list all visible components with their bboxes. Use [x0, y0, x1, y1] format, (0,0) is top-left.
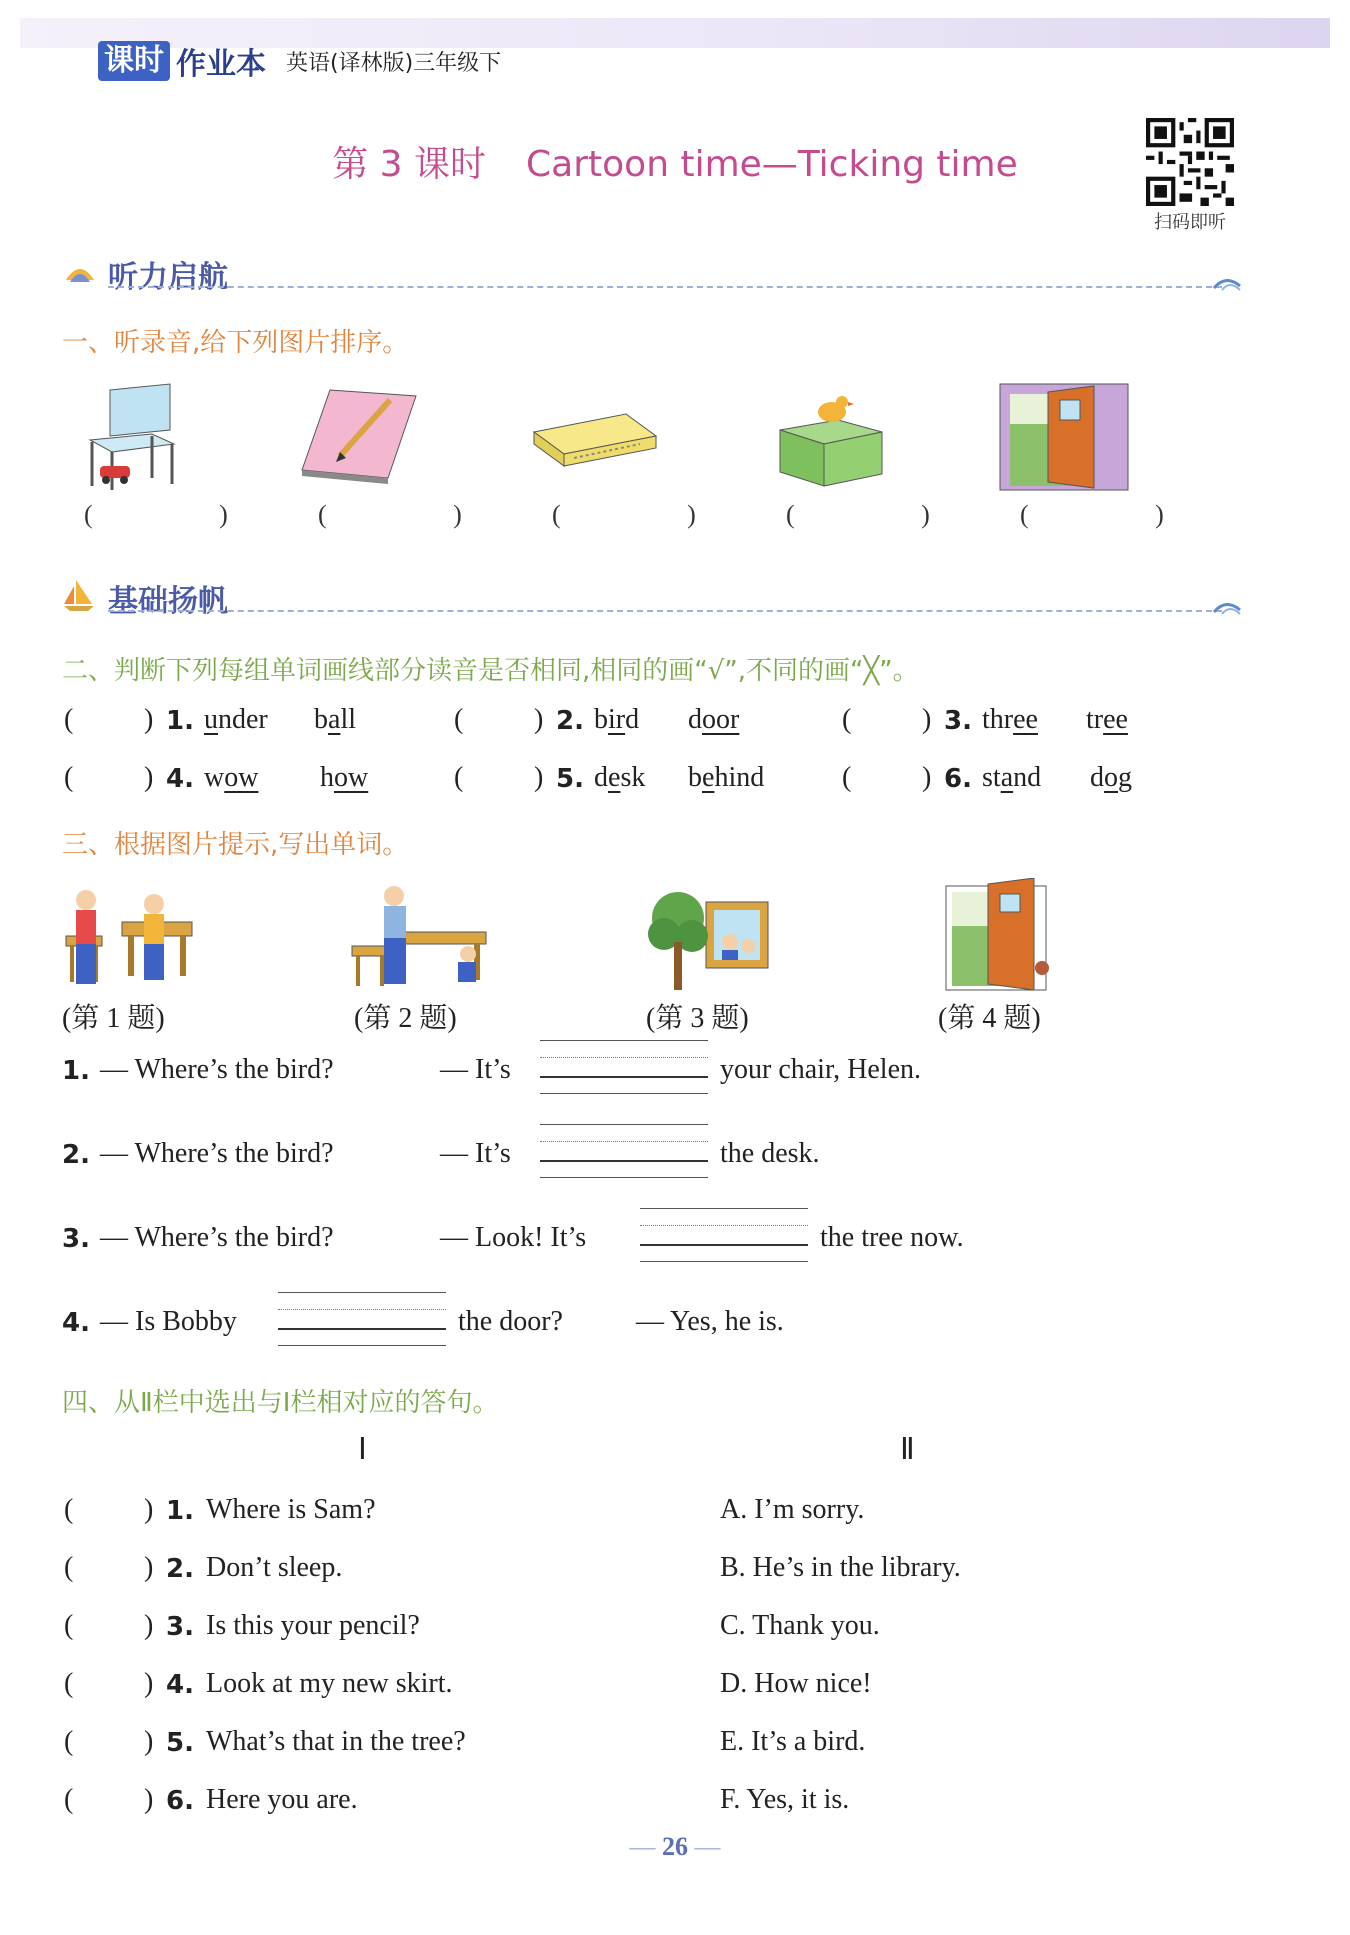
word-b: tree	[1086, 704, 1128, 735]
item-number: 1.	[62, 1056, 90, 1086]
q3-picture-1	[62, 882, 198, 992]
question-text: Don’t sleep.	[206, 1552, 343, 1583]
answer-text: — Yes, he is.	[636, 1306, 784, 1337]
sail-icon	[62, 578, 98, 612]
answer-paren-close: )	[144, 704, 154, 735]
brand-header	[98, 40, 501, 82]
item-number: 6.	[166, 1786, 194, 1816]
q3-caption-3: (第 3 题)	[646, 1003, 749, 1034]
q1-blank-4[interactable]: ( )	[786, 500, 990, 529]
option-text: E. It’s a bird.	[720, 1726, 866, 1757]
q3-write-line-4[interactable]	[278, 1292, 446, 1346]
question-text: — Where’s the bird?	[100, 1222, 334, 1253]
answer-paren-open[interactable]: (	[454, 704, 464, 735]
answer-paren-close: )	[144, 1668, 154, 1699]
answer-paren-open[interactable]: (	[64, 1668, 74, 1699]
answer-paren-close: )	[534, 762, 544, 793]
option-text: C. Thank you.	[720, 1610, 880, 1641]
answer-after: the desk.	[720, 1138, 820, 1169]
option-text: A. I’m sorry.	[720, 1494, 865, 1525]
page-number-value: 26	[662, 1832, 688, 1861]
word-b: how	[320, 762, 369, 793]
item-number: 3.	[166, 1612, 194, 1642]
answer-text: — Look! It’s	[440, 1222, 587, 1253]
answer-text: — It’s	[440, 1138, 511, 1169]
q3-heading: 三、根据图片提示,写出单词。	[62, 830, 409, 860]
item-number: 4.	[62, 1308, 90, 1338]
answer-paren-close: )	[922, 762, 932, 793]
answer-paren-close: )	[534, 704, 544, 735]
q2-row-2	[62, 762, 1242, 802]
word-b: behind	[688, 762, 765, 793]
q3-caption-4: (第 4 题)	[938, 1003, 1041, 1034]
q3-picture-3	[646, 882, 772, 994]
item-number: 4.	[166, 764, 194, 794]
column-2-header: Ⅱ	[900, 1433, 915, 1466]
item-number: 3.	[944, 706, 972, 736]
word-b: ball	[314, 704, 356, 735]
word-a: three	[982, 704, 1038, 735]
answer-paren-close: )	[144, 1726, 154, 1757]
answer-paren-open[interactable]: (	[454, 762, 464, 793]
question-text: — Where’s the bird?	[100, 1054, 334, 1085]
q1-blank-1[interactable]: ( )	[84, 500, 288, 529]
q1-blank-5[interactable]: ( )	[1020, 500, 1224, 529]
column-1-header: Ⅰ	[358, 1433, 367, 1466]
q2-row-1	[62, 704, 1242, 744]
brand-logo: 课时	[98, 41, 170, 81]
item-number: 1.	[166, 706, 194, 736]
book-subtitle: 英语(译林版)三年级下	[286, 50, 502, 76]
q3-picture-4	[944, 878, 1066, 994]
answer-paren-close: )	[144, 1552, 154, 1583]
item-number: 2.	[166, 1554, 194, 1584]
answer-paren-close: )	[144, 1784, 154, 1815]
question-text: Here you are.	[206, 1784, 358, 1815]
answer-paren-close: )	[144, 1610, 154, 1641]
lesson-topic: Cartoon time—Ticking time	[526, 144, 1018, 185]
q3-write-line-1[interactable]	[540, 1040, 708, 1094]
qr-code-icon[interactable]	[1146, 118, 1234, 206]
word-a: desk	[594, 762, 646, 793]
q2-heading: 二、判断下列每组单词画线部分读音是否相同,相同的画“√”,不同的画“╳”。	[62, 656, 919, 686]
section-basics	[62, 572, 1242, 619]
word-a: bird	[594, 704, 640, 735]
notebook-with-pencil-picture	[300, 386, 420, 486]
answer-paren-open[interactable]: (	[64, 704, 74, 735]
sun-icon	[62, 254, 98, 286]
word-a: wow	[204, 762, 259, 793]
q3-line-4	[62, 1306, 1242, 1346]
answer-paren-close: )	[144, 1494, 154, 1525]
q4-row-5	[62, 1726, 1242, 1766]
question-text: Is this your pencil?	[206, 1610, 420, 1641]
question-after: the door?	[458, 1306, 563, 1337]
answer-paren-close: )	[922, 704, 932, 735]
item-number: 3.	[62, 1224, 90, 1254]
answer-paren-close: )	[144, 762, 154, 793]
section-listening	[62, 248, 1242, 295]
brand-name: 作业本	[176, 47, 266, 82]
answer-paren-open[interactable]: (	[64, 1784, 74, 1815]
word-b: dog	[1090, 762, 1132, 793]
q1-blank-3[interactable]: ( )	[552, 500, 756, 529]
item-number: 2.	[556, 706, 584, 736]
q3-write-line-2[interactable]	[540, 1124, 708, 1178]
answer-paren-open[interactable]: (	[64, 1494, 74, 1525]
q3-caption-2: (第 2 题)	[354, 1003, 457, 1034]
q4-row-1	[62, 1494, 1242, 1534]
question-text: Look at my new skirt.	[206, 1668, 453, 1699]
item-number: 6.	[944, 764, 972, 794]
section-basics-label: 基础扬帆	[108, 584, 228, 619]
answer-paren-open[interactable]: (	[842, 704, 852, 735]
option-text: F. Yes, it is.	[720, 1784, 850, 1815]
q4-row-2	[62, 1552, 1242, 1592]
answer-paren-open[interactable]: (	[64, 762, 74, 793]
word-b: door	[688, 704, 740, 735]
item-number: 2.	[62, 1140, 90, 1170]
pencil-box-picture	[530, 410, 660, 470]
wave-icon	[1212, 272, 1242, 292]
q4-row-6	[62, 1784, 1242, 1824]
box-with-bird-picture	[778, 390, 888, 490]
q3-caption-1: (第 1 题)	[62, 1003, 165, 1034]
door-picture	[998, 382, 1132, 494]
answer-paren-open[interactable]: (	[64, 1610, 74, 1641]
section-rule	[108, 286, 1222, 288]
q4-row-4	[62, 1668, 1242, 1708]
item-number: 4.	[166, 1670, 194, 1700]
q4-heading: 四、从Ⅱ栏中选出与Ⅰ栏相对应的答句。	[62, 1388, 499, 1418]
question-text: Where is Sam?	[206, 1494, 376, 1525]
question-text: — Where’s the bird?	[100, 1138, 334, 1169]
q4-row-3	[62, 1610, 1242, 1650]
word-a: stand	[982, 762, 1042, 793]
word-a: under	[204, 704, 268, 735]
question-text: What’s that in the tree?	[206, 1726, 466, 1757]
chair-with-toy-car-picture	[82, 382, 182, 492]
option-text: D. How nice!	[720, 1668, 872, 1699]
answer-after: your chair, Helen.	[720, 1054, 922, 1085]
item-number: 5.	[556, 764, 584, 794]
q1-blank-2[interactable]: ( )	[318, 500, 522, 529]
section-listening-label: 听力启航	[108, 260, 228, 295]
answer-paren-open[interactable]: (	[64, 1552, 74, 1583]
answer-paren-open[interactable]: (	[842, 762, 852, 793]
q3-write-line-3[interactable]	[640, 1208, 808, 1262]
page-number: — 26 —	[629, 1832, 721, 1861]
item-number: 5.	[166, 1728, 194, 1758]
answer-paren-open[interactable]: (	[64, 1726, 74, 1757]
item-number: 1.	[166, 1496, 194, 1526]
q1-heading: 一、听录音,给下列图片排序。	[62, 328, 409, 358]
q3-picture-2	[350, 882, 490, 992]
answer-text: — It’s	[440, 1054, 511, 1085]
answer-after: the tree now.	[820, 1222, 964, 1253]
wave-icon	[1212, 596, 1242, 616]
lesson-number: 第 3 课时	[332, 144, 487, 185]
section-rule	[108, 610, 1222, 612]
qr-caption: 扫码即听	[1154, 212, 1226, 233]
option-text: B. He’s in the library.	[720, 1552, 961, 1583]
question-text: — Is Bobby	[100, 1306, 237, 1337]
